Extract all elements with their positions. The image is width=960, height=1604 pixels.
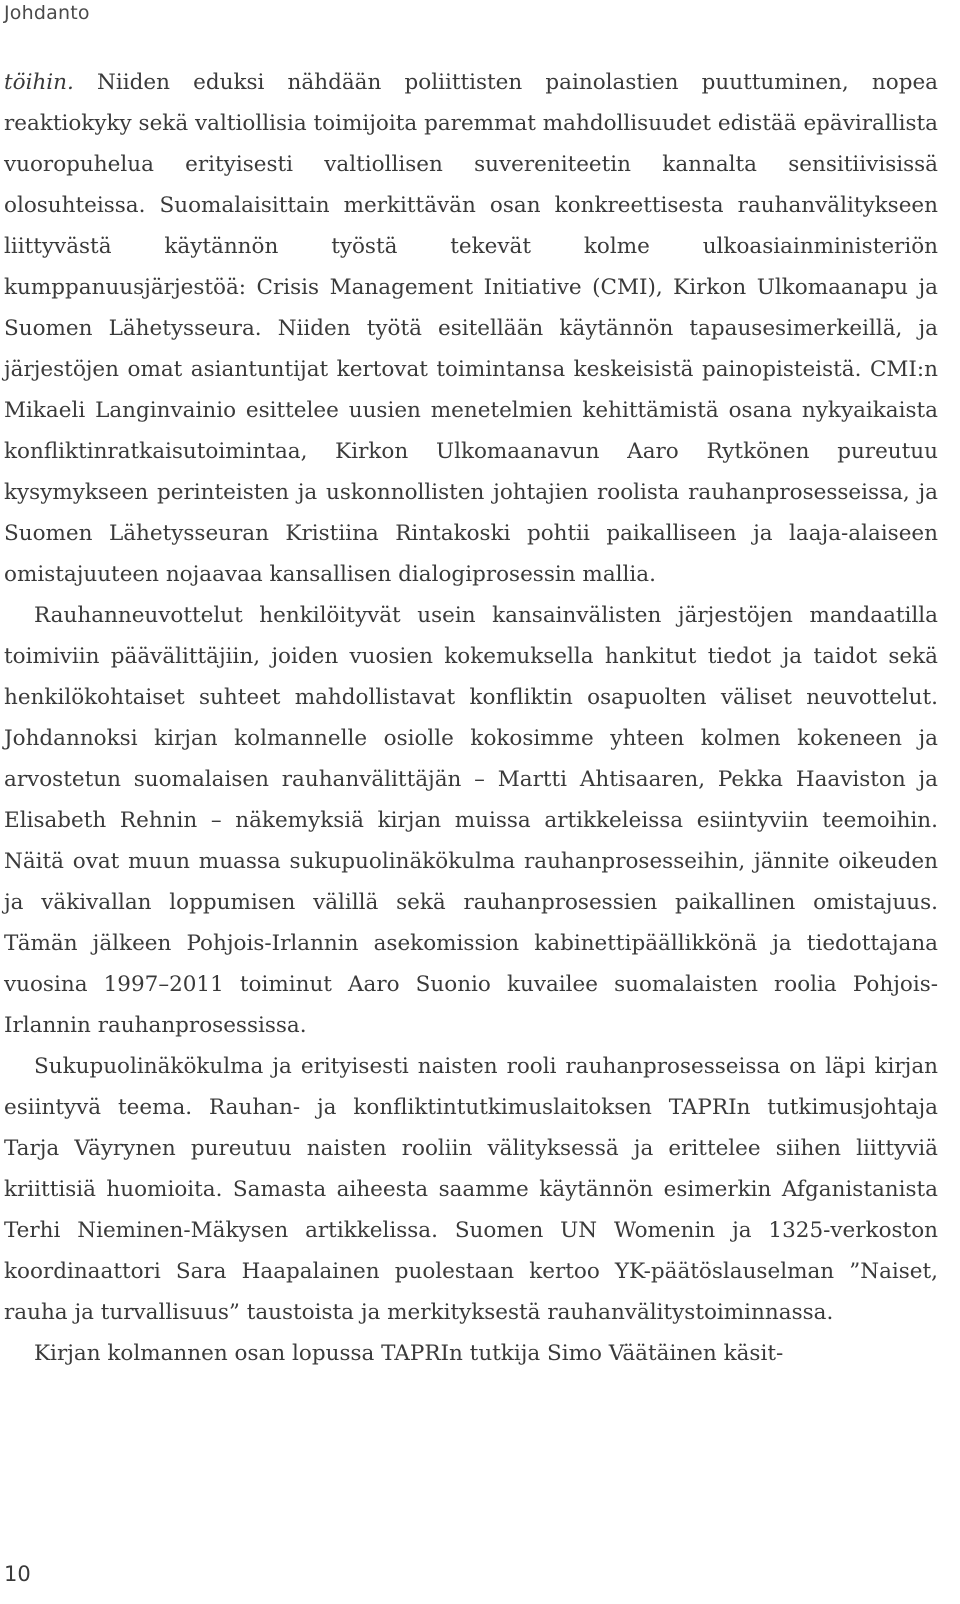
paragraph-3: Sukupuolinäkökulma ja erityisesti naisten rooli rauhanprosesseissa on läpi kirjan esiintyvä teema. Rauhan- ja konfliktintutkimuslaitoksen TAPRIn tutkimusjohtaja Tarja Väyrynen pureutuu naisten rooliin välityksessä ja erittelee siihen liittyviä kriittisiä huomioita. Samasta aiheesta saamme käytännön esimerkin Afganistanista Terhi Nieminen-Mäkysen artikkelissa. Suomen UN Womenin ja 1325-verkoston koordinaattori Sara Haapalainen puolestaan kertoo YK-päätöslauselman ”Naiset, rauha ja turvallisuus” taustoista ja merkityksestä rauhanvälitystoiminnassa.: [4, 1054, 938, 1325]
running-header: Johdanto: [4, 2, 90, 24]
body-text: [4, 62, 938, 1374]
paragraph-1: [4, 62, 938, 595]
page-number: 10: [4, 1562, 31, 1586]
paragraph-1-text: Niiden eduksi nähdään poliittisten painolastien puuttuminen, nopea reaktiokyky sekä valtiollisia toimijoita paremmat mahdollisuudet edistää epävirallista vuoropuhelua erityisesti valtiollisen suvereniteetin kannalta sensitiivisissä olosuhteissa. Suomalaisittain merkittävän osan konkreettisesta rauhanvälitykseen liittyvästä käytännön työstä tekevät kolme ulkoasiainministeriön kumppanuusjärjestöä: Crisis Management Initiative (CMI), Kirkon Ulkomaanapu ja Suomen Lähetysseura. Niiden työtä esitellään käytännön tapausesimerkeillä, ja järjestöjen omat asiantuntijat kertovat toimintansa keskeisistä painopisteistä. CMI:n Mikaeli Langinvainio esittelee uusien menetelmien kehittämistä osana nykyaikaista konfliktinratkaisutoimintaa, Kirkon Ulkomaanavun Aaro Rytkönen pureutuu kysymykseen perinteisten ja uskonnollisten johtajien roolista rauhanprosesseissa, ja Suomen Lähetysseuran Kristiina Rintakoski pohtii paikalliseen ja laaja-alaiseen omistajuuteen nojaavaa kansallisen dialogiprosessin mallia.: [4, 70, 938, 587]
paragraph-2: Rauhanneuvottelut henkilöityvät usein kansainvälisten järjestöjen mandaatilla toimiviin päävälittäjiin, joiden vuosien kokemuksella hankitut tiedot ja taidot sekä henkilökohtaiset suhteet mahdollistavat konfliktin osapuolten väliset neuvottelut. Johdannoksi kirjan kolmannelle osiolle kokosimme yhteen kolmen kokeneen ja arvostetun suomalaisen rauhanvälittäjän – Martti Ahtisaaren, Pekka Haaviston ja Elisabeth Rehnin – näkemyksiä kirjan muissa artikkeleissa esiintyviin teemoihin. Näitä ovat muun muassa sukupuolinäkökulma rauhanprosesseihin, jännite oikeuden ja väkivallan loppumisen välillä sekä rauhanprosessien paikallinen omistajuus. Tämän jälkeen Pohjois-Irlannin asekomission kabinettipäällikkönä ja tiedottajana vuosina 1997–2011 toiminut Aaro Suonio kuvailee suomalaisten roolia Pohjois-Irlannin rauhanprosessissa.: [4, 603, 938, 1038]
paragraph-4: Kirjan kolmannen osan lopussa TAPRIn tutkija Simo Väätäinen käsit-: [34, 1341, 784, 1366]
paragraph-1-italic-lead: töihin.: [4, 70, 74, 95]
